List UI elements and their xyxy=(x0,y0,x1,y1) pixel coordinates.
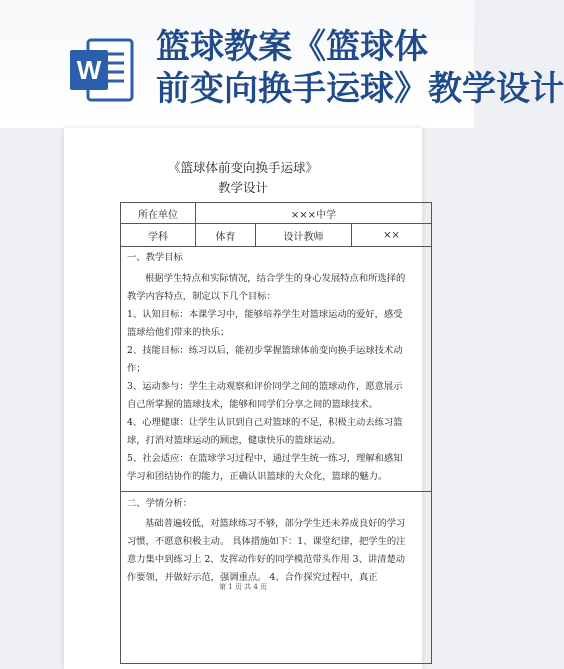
word-logo-letter: W xyxy=(76,55,102,85)
document-subtitle: 教学设计 xyxy=(217,180,268,195)
section1-heading: 一、教学目标 xyxy=(127,252,183,263)
section2-heading: 二、学情分析： xyxy=(127,498,193,509)
paragraph-line: 习惯，不愿意积极主动。 具体措施如下：1、课堂纪律，把学生的注 xyxy=(127,536,406,547)
document-page xyxy=(64,128,422,669)
paragraph-line: 学习和团结协作的能力，正确认识篮球的大众化，篮球的魅力。 xyxy=(127,471,388,482)
subject-label: 学科 xyxy=(148,231,168,243)
paragraph-line: 意力集中到练习上 2、发挥动作好的同学模范带头作用 3、讲清楚动 xyxy=(127,554,406,565)
content-box xyxy=(120,246,432,664)
table-row-unit xyxy=(120,202,432,224)
paragraph-line: 作要领，并做好示范，强调重点。 4、合作探究过程中，真正 xyxy=(127,572,378,583)
designer-label: 设计教师 xyxy=(255,224,351,246)
paragraph-line: 作； xyxy=(127,363,146,374)
paragraph-line: 自己所掌握的篮球技术，能够和同学们分享之间的篮球技术。 xyxy=(127,399,379,410)
paragraph-line: 4、心理健康：让学生认识到自己对篮球的不足，积极主动去练习篮 xyxy=(127,417,403,428)
banner xyxy=(0,0,564,128)
paragraph-line: 教学内容特点，制定以下几个目标： xyxy=(127,291,276,302)
unit-label: 所在单位 xyxy=(138,209,178,221)
banner-title-line1: 篮球教案《篮球体 xyxy=(156,27,428,67)
banner-title-line2: 前变向换手运球》教学设计 xyxy=(156,69,564,109)
subject-value: 体育 xyxy=(195,224,255,246)
designer-value: ×× xyxy=(351,224,431,246)
unit-value: ×××中学 xyxy=(195,203,431,223)
page-number: 第 1 页 共 4 页 xyxy=(218,583,268,591)
paragraph-line: 5、社会适应：在篮球学习过程中，通过学生统一练习，理解和感知 xyxy=(127,453,403,464)
banner-title xyxy=(156,26,564,110)
paragraph-line: 篮球给他们带来的快乐； xyxy=(127,327,230,338)
paragraph-line: 球，打消对篮球运动的顾虑，健康快乐的篮球运动。 xyxy=(127,435,341,446)
document-title: 《篮球体前变向换手运球》 xyxy=(167,160,318,175)
paragraph-line: 根据学生特点和实际情况，结合学生的身心发展特点和所选择的 xyxy=(145,273,406,284)
paragraph-line: 1、认知目标：本课学习中，能够培养学生对篮球运动的爱好，感受 xyxy=(127,309,403,320)
table-row-subject xyxy=(120,223,432,247)
paragraph-line: 2、技能目标：练习以后，能初步掌握篮球体前变向换手运球技术动 xyxy=(127,345,403,356)
word-document-icon xyxy=(66,34,138,106)
paragraph-line: 基础普遍较低，对篮球练习不够，部分学生还未养成良好的学习 xyxy=(145,518,406,529)
paragraph-line: 3、运动参与：学生主动观察和评价同学之间的篮球动作，愿意展示 xyxy=(127,381,403,392)
section-divider xyxy=(121,491,431,492)
